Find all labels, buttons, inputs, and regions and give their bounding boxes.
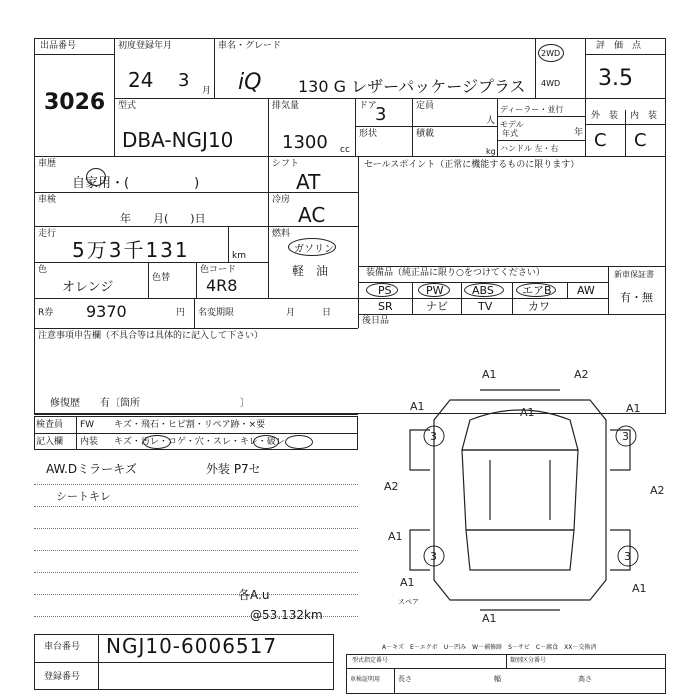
drive-4wd: 4WD [541,79,561,88]
spare-label: スペア [398,598,419,606]
transfer-value: 月 日 [286,308,332,318]
mark-a2-top: A2 [574,368,589,381]
kg-unit: kg [486,147,496,156]
doors-value: 3 [375,104,387,125]
inspection-value: 年 月( )日 [120,212,206,225]
fuel-diesel: 軽 油 [292,264,329,278]
cert-label: 車検証明用 [350,676,381,683]
reg-year: 24 [128,68,154,92]
equip-leather: カワ [528,300,550,313]
exterior-grade: C [594,130,607,151]
mileage-value: 5万3千131 [72,238,190,262]
class-label: 類別区分番号 [510,657,547,664]
score-value: 3.5 [598,66,633,91]
displacement-value: 1300 [282,132,328,153]
sales-point-label: セールスポイント（正常に機能するものに限ります） [364,160,580,170]
plate-label: 登録番号 [44,672,81,682]
chassis-label: 車台番号 [44,642,81,652]
mark-a1-left: A1 [410,400,425,413]
equip-tv: TV [478,300,493,313]
inner-circle-3 [285,435,313,449]
mark-a1-top: A1 [482,368,497,381]
transfer-label: 名変期限 [198,308,235,318]
score-label: 評 価 点 [596,41,642,51]
reg-label: 初度登録年月 [118,41,173,51]
car-name: iQ [238,70,262,95]
yen-unit: 円 [176,308,186,318]
note-1: AW.Dミラーキズ [46,462,137,476]
ac-value: AC [298,203,326,227]
interior-label: 内 装 [630,111,658,121]
load-label: 積載 [416,129,435,139]
capacity-label: 定員 [416,101,435,111]
person-unit: 人 [486,116,496,126]
fuel-gas: ガソリン [294,244,334,255]
mark-a1-roof: A1 [520,406,535,419]
mark-a1-right: A1 [626,402,641,415]
lot-number: 3026 [44,90,106,115]
mark-a1-right2: A1 [632,582,647,595]
width-label: 幅 [494,675,501,683]
mark-3-fr: 3 [622,430,629,443]
note-4: 各A.u [238,588,270,602]
km-unit: km [232,251,246,261]
note-5: @53.132km [250,608,323,622]
history-value: 自家用・( ) [72,176,200,191]
record-label: 記入欄 [36,437,64,447]
equip-airbag: エアB [522,284,552,297]
ac-label: 冷房 [272,195,291,205]
model-label: 型式 [118,101,137,111]
handle-label: ハンドル 左・右 [500,144,559,153]
model-value: DBA-NGJ10 [122,128,234,152]
doors-label: ドア [359,101,377,111]
circle-abs [464,283,504,297]
grade: 130 G レザーパッケージプラス [298,77,526,96]
recycle-fee: 9370 [86,302,127,321]
equipment-label: 装備品（純正品に限り○をつけてください） [366,268,545,278]
lot-label: 出品番号 [40,41,77,51]
height-label: 高さ [578,675,592,683]
circle-pw [418,283,450,297]
inner-items: キズ・汚レ・コゲ・穴・スレ・キレ・破レ [114,437,285,447]
length-label: 長さ [398,675,412,683]
fw-label: FW [80,420,95,430]
type-designation-label: 型式指定番号 [352,657,389,664]
check-label: 検査員 [36,420,64,430]
mark-a2-left: A2 [384,480,399,493]
name-label: 車名・グレード [218,41,282,51]
reg-month-unit: 月 [202,86,212,96]
cc-unit: cc [340,145,350,155]
color-code-value: 4R8 [206,276,238,295]
mileage-label: 走行 [38,229,57,239]
equip-pw: PW [426,284,444,297]
mark-a1-left2: A1 [388,530,403,543]
mark-3-fl: 3 [430,430,437,443]
car-damage-diagram [370,360,670,628]
reg-month: 3 [178,70,190,91]
model-year-label1: モデル [500,120,524,129]
caution-label: 注意事項申告欄（不具合等は具体的に記入して下さい） [38,331,264,341]
fuel-label: 燃料 [272,229,291,239]
equip-navi: ナビ [426,300,448,313]
equip-abs: ABS [472,284,494,297]
shift-value: AT [296,170,321,194]
equip-aw: AW [577,284,595,297]
drive-2wd: 2WD [541,49,561,58]
mark-a2-right: A2 [650,484,665,497]
mark-a1-left3: A1 [400,576,415,589]
color-code-label: 色コード [200,265,237,275]
color-label: 色 [38,265,48,275]
fw-items: キズ・飛石・ヒビ割・リペア跡・×要 [114,420,266,430]
mark-3-rr: 3 [624,550,631,563]
inner-circle-2 [253,435,279,449]
chassis-number: NGJ10-6006517 [106,634,278,658]
exterior-label: 外 装 [591,111,619,121]
year-unit: 年 [574,128,584,138]
circle-airbag [516,283,556,297]
mark-3-rl: 3 [430,550,437,563]
interior-grade: C [634,130,647,151]
displacement-label: 排気量 [272,101,300,111]
color-change-label: 色替 [152,273,171,283]
model-year-label2: 年式 [502,129,518,138]
rear-items-label: 後日品 [362,316,390,326]
shape-label: 形状 [359,129,378,139]
note-3: シートキレ [56,490,111,503]
note-2: 外装 P7セ [206,462,261,476]
shift-label: シフト [272,159,300,169]
history-label: 車歴 [38,159,57,169]
recycle-label: R券 [38,308,54,318]
warranty-value: 有・無 [620,291,653,304]
inspection-label: 車検 [38,195,57,205]
circle-ps [366,283,398,297]
dealer-label: ディーラー・並行 [500,105,564,114]
damage-legend: A－キズ E－エクボ U－凹み W－補修跡 S－サビ C－腐食 XX－交換済 [382,644,597,651]
equip-sr: SR [378,300,393,313]
warranty-label: 新車保証書 [614,270,654,279]
mark-a1-bottom: A1 [482,612,497,625]
repair-label: 修復歴 有〔箇所 〕 [50,398,250,409]
inner-circle-1 [143,435,171,449]
inner-label: 内装 [80,437,99,447]
equip-ps: PS [378,284,392,297]
color-value: オレンジ [62,280,114,295]
